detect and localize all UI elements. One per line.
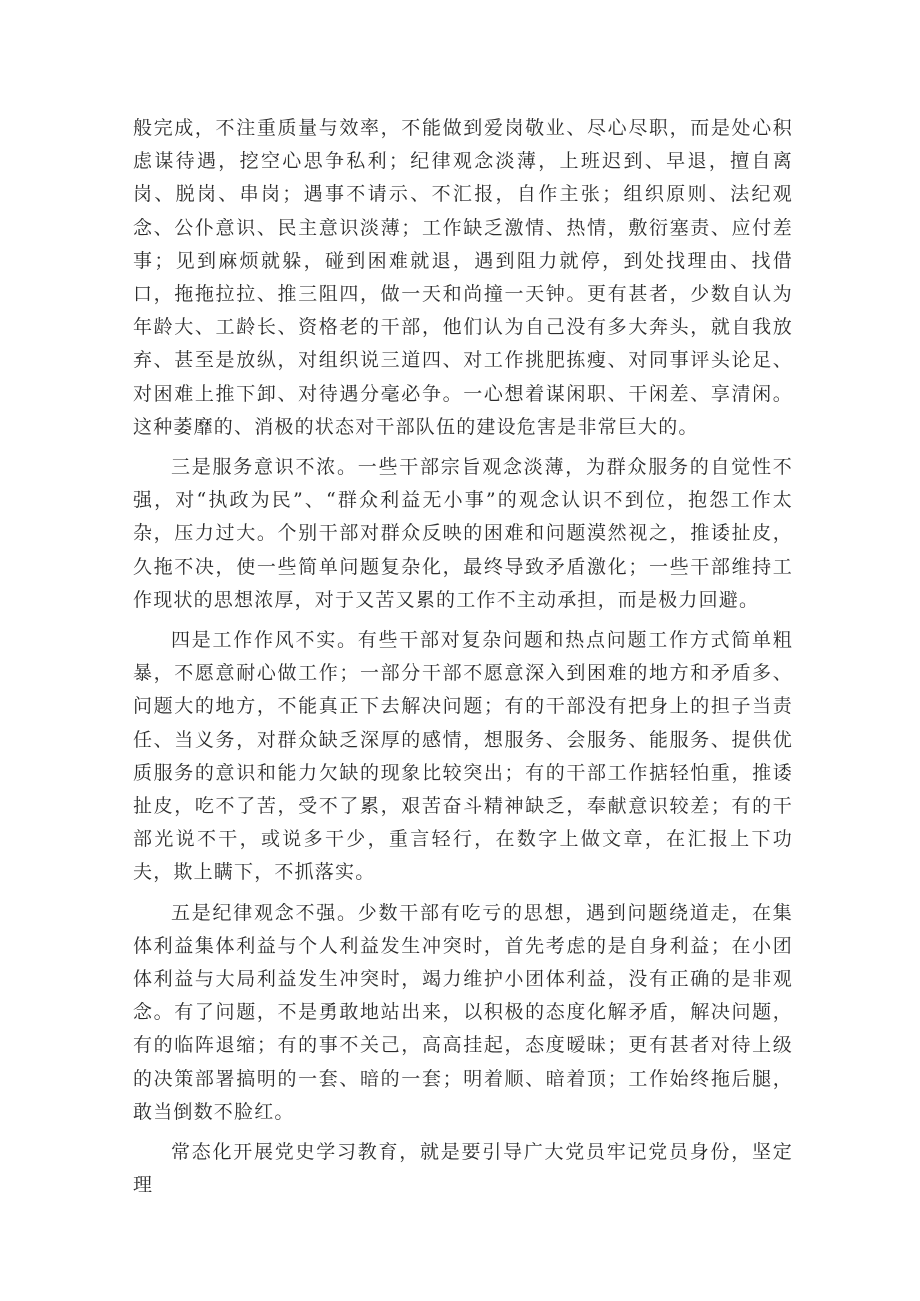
paragraph-3-work-style: 四是工作作风不实。有些干部对复杂问题和热点问题工作方式简单粗暴，不愿意耐心做工作；一部分干部不愿意深入到困难的地方和矛盾多、问题大的地方，不能真正下去解决问题；有的干部没有把身上的担子当责任、当义务，对群众缺乏深厚的感情，想服务、会服务、能服务、提供优质服务的意识和能力欠缺的现象比较突出；有的干部工作掂轻怕重，推诿扯皮，吃不了苦，受不了累，艰苦奋斗精神缺乏，奉献意识较差；有的干部光说不干，或说多干少，重言轻行，在数字上做文章，在汇报上下功夫，欺上瞒下，不抓落实。 (133, 629, 793, 884)
paragraph-1: 般完成，不注重质量与效率，不能做到爱岗敬业、尽心尽职，而是处心积虑谋待遇，挖空心思争私利；纪律观念淡薄，上班迟到、早退，擅自离岗、脱岗、串岗；遇事不请示、不汇报，自作主张；组织原则、法纪观念、公仆意识、民主意识淡薄；工作缺乏激情、热情，敷衍塞责、应付差事；见到麻烦就躲，碰到困难就退，遇到阻力就停，到处找理由、找借口，拖拖拉拉、推三阻四，做一天和尚撞一天钟。更有甚者，少数自认为年龄大、工龄长、资格老的干部，他们认为自己没有多大奔头，就自我放弃、甚至是放纵，对组织说三道四、对工作挑肥拣瘦、对同事评头论足、对困难上推下卸、对待遇分毫必争。一心想着谋闲职、干闲差、享清闲。这种萎靡的、消极的状态对干部队伍的建设危害是非常巨大的。 (133, 117, 793, 438)
document-body (133, 112, 793, 1210)
paragraph-5-party-history: 常态化开展党史学习教育，就是要引导广大党员牢记党员身份，坚定理 (133, 1141, 793, 1197)
paragraph-2-service-awareness: 三是服务意识不浓。一些干部宗旨观念淡薄，为群众服务的自觉性不强，对“执政为民”、“群众利益无小事”的观念认识不到位，抱怨工作太杂，压力过大。个别干部对群众反映的困难和问题漠然视之，推诿扯皮，久拖不决，使一些简单问题复杂化，最终导致矛盾激化；一些干部维持工作现状的思想浓厚，对于又苦又累的工作不主动承担，而是极力回避。 (133, 456, 793, 611)
paragraph-4-discipline: 五是纪律观念不强。少数干部有吃亏的思想，遇到问题绕道走，在集体利益集体利益与个人利益发生冲突时，首先考虑的是自身利益；在小团体利益与大局利益发生冲突时，竭力维护小团体利益，没有正确的是非观念。有了问题，不是勇敢地站出来，以积极的态度化解矛盾，解决问题，有的临阵退缩；有的事不关己，高高挂起，态度暧昧；更有甚者对待上级的决策部署搞明的一套、暗的一套；明着顺、暗着顶；工作始终拖后腿，敢当倒数不脸红。 (133, 901, 793, 1123)
